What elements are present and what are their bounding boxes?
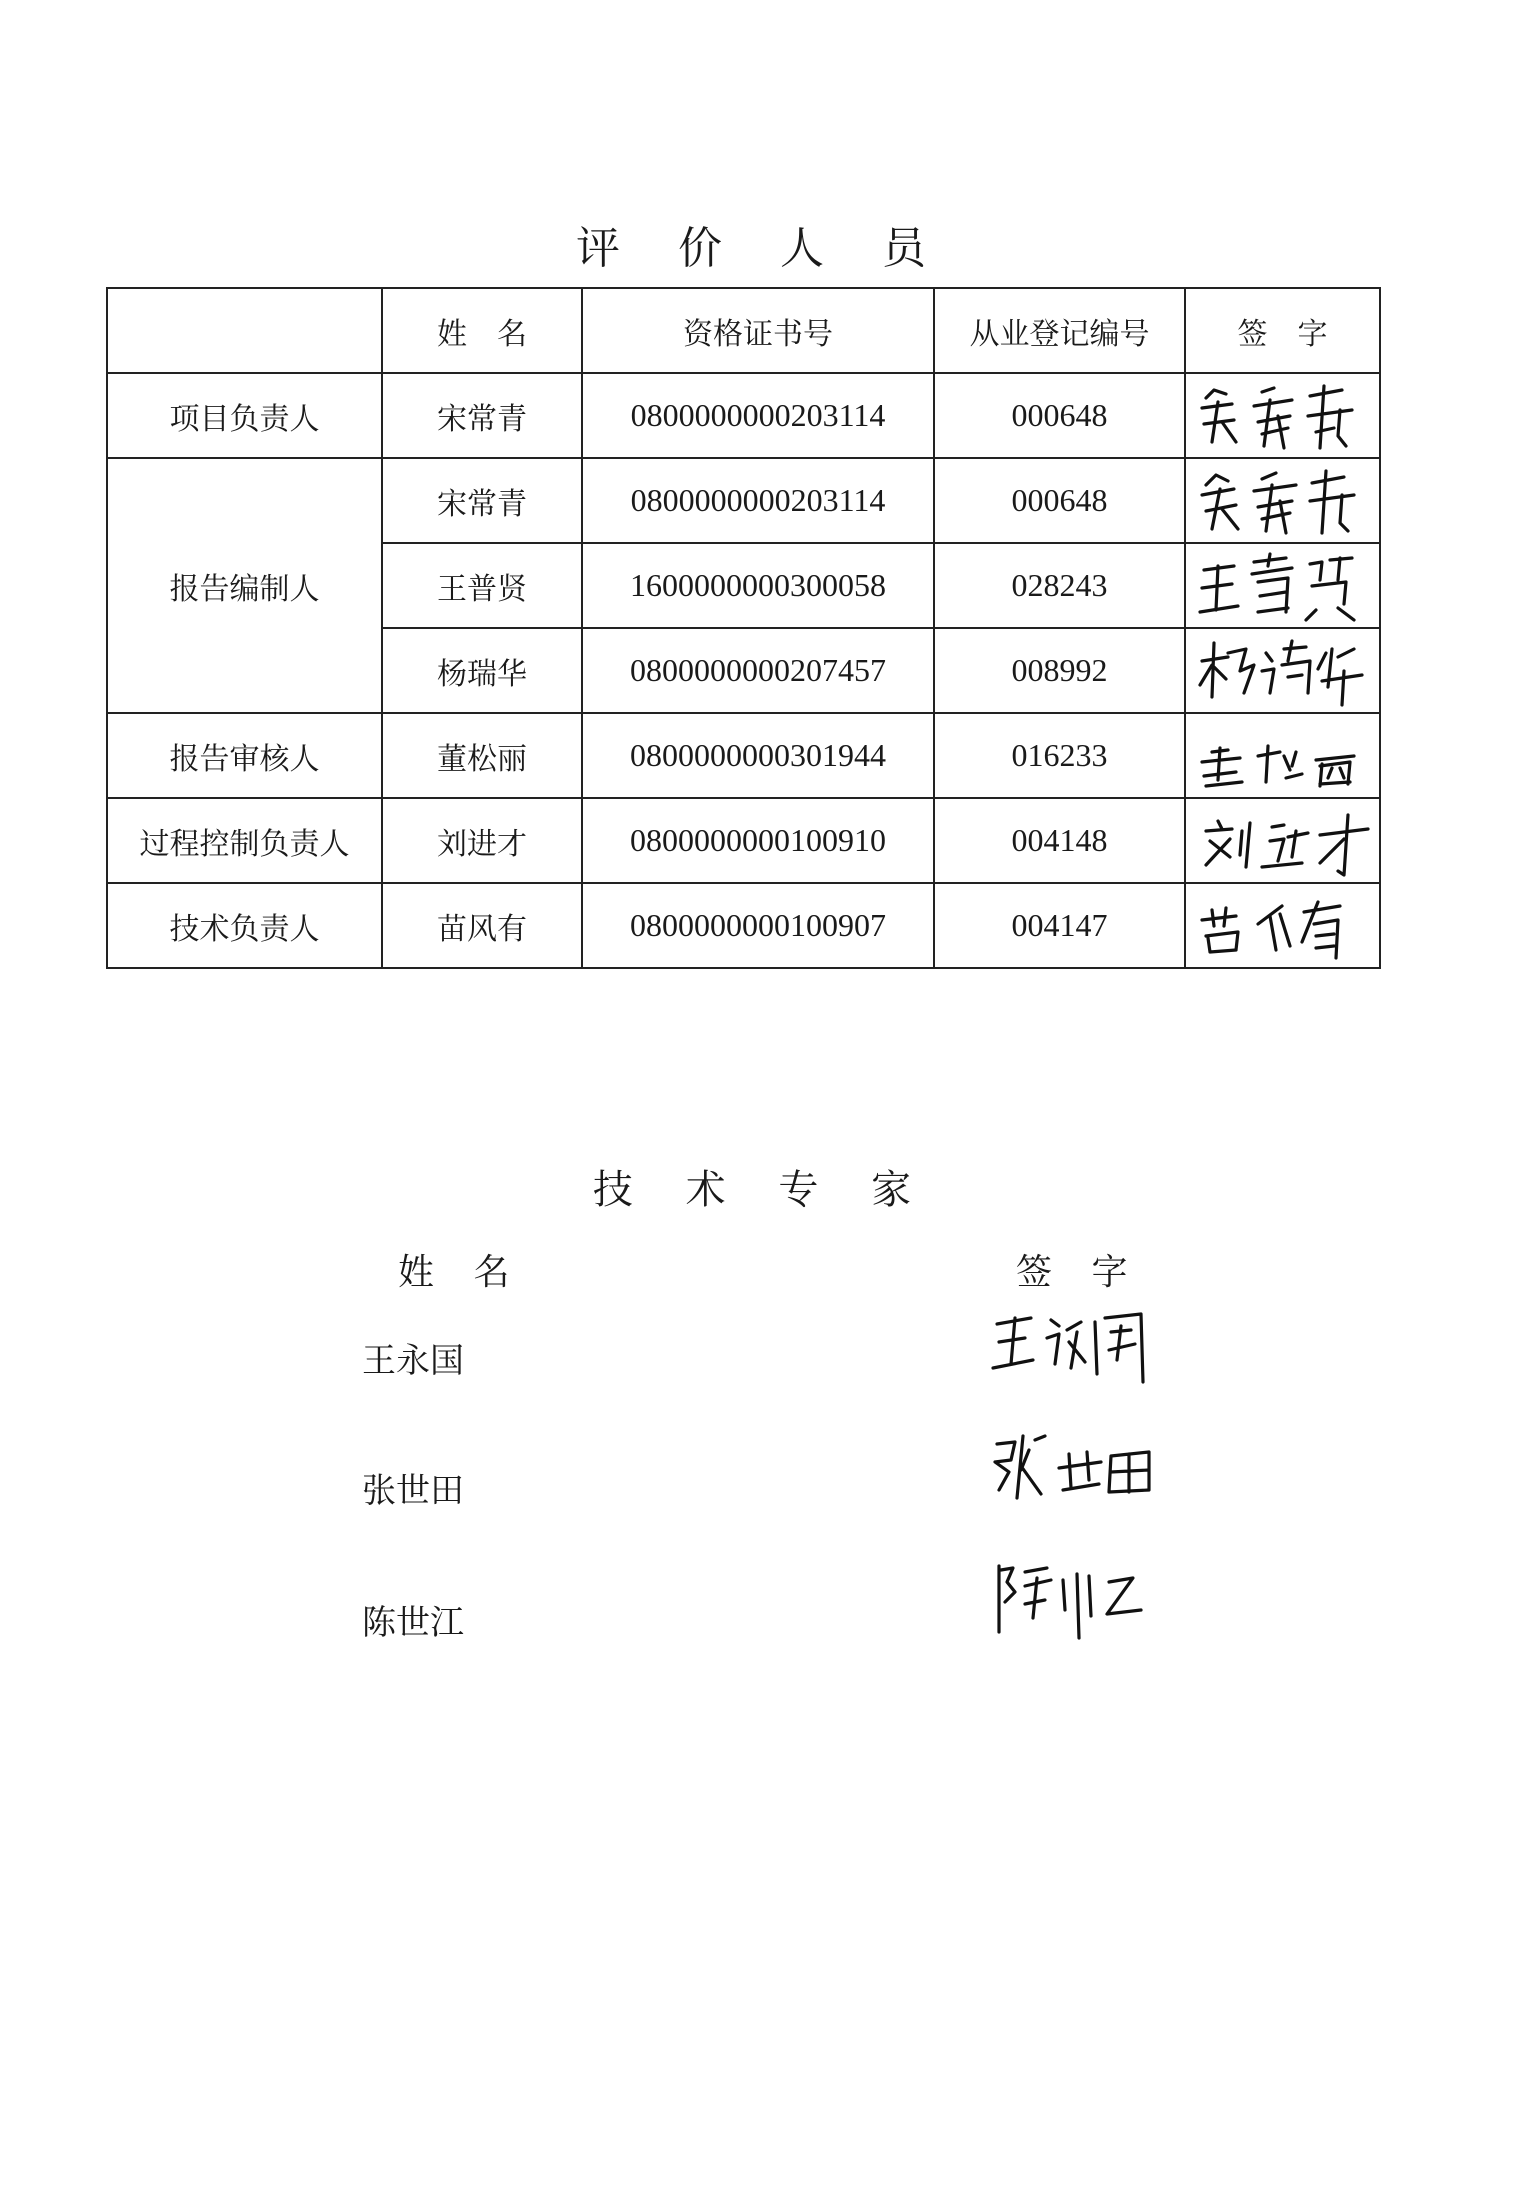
handwritten-signature [1192,546,1380,624]
role-cell: 报告编制人 [107,458,382,713]
signature-cell [1185,713,1380,798]
header-sign: 签 字 [1185,288,1380,373]
role-cell: 技术负责人 [107,883,382,968]
cert-cell: 0800000000207457 [582,628,934,713]
evaluator-table [106,287,1381,969]
name-cell: 王普贤 [382,543,582,628]
table-header-row [107,288,1380,373]
name-cell: 苗风有 [382,883,582,968]
signature-cell [1185,628,1380,713]
handwritten-signature [1192,376,1380,454]
handwritten-signature [1192,801,1380,879]
reg-cell: 004147 [934,883,1185,968]
handwritten-signature [1192,631,1380,709]
cert-cell: 1600000000300058 [582,543,934,628]
role-cell: 过程控制负责人 [107,798,382,883]
reg-cell: 000648 [934,373,1185,458]
expert-sign-header: 签 字 [1016,1252,1142,1293]
reg-cell: 008992 [934,628,1185,713]
handwritten-signature [1192,716,1380,794]
table-row [107,798,1380,883]
reg-cell: 028243 [934,543,1185,628]
reg-cell: 016233 [934,713,1185,798]
signature-cell [1185,373,1380,458]
name-cell: 刘进才 [382,798,582,883]
table-row [107,458,1380,543]
name-cell: 董松丽 [382,713,582,798]
cert-cell: 0800000000301944 [582,713,934,798]
signature-cell [1185,883,1380,968]
reg-cell: 000648 [934,458,1185,543]
expert-name: 王永国 [362,1341,464,1381]
reg-cell: 004148 [934,798,1185,883]
expert-name-header: 姓 名 [398,1252,524,1293]
header-cert: 资格证书号 [582,288,934,373]
role-cell: 项目负责人 [107,373,382,458]
handwritten-signature [1192,461,1380,539]
cert-cell: 0800000000100907 [582,883,934,968]
name-cell: 杨瑞华 [382,628,582,713]
handwritten-signature [985,1552,1185,1642]
section-title-experts: 技 术 专 家 [592,1167,932,1213]
header-blank [107,288,382,373]
name-cell: 宋常青 [382,458,582,543]
table-row [107,713,1380,798]
table-row [107,883,1380,968]
cert-cell: 0800000000203114 [582,373,934,458]
expert-name: 张世田 [362,1471,464,1511]
handwritten-signature [1192,886,1380,964]
header-reg: 从业登记编号 [934,288,1185,373]
handwritten-signature [985,1302,1185,1392]
table-row [107,373,1380,458]
signature-cell [1185,543,1380,628]
signature-cell [1185,798,1380,883]
name-cell: 宋常青 [382,373,582,458]
cert-cell: 0800000000203114 [582,458,934,543]
expert-name: 陈世江 [362,1603,464,1643]
role-cell: 报告审核人 [107,713,382,798]
handwritten-signature [985,1420,1185,1510]
header-name: 姓 名 [382,288,582,373]
section-title-evaluators: 评 价 人 员 [576,223,948,274]
signature-cell [1185,458,1380,543]
cert-cell: 0800000000100910 [582,798,934,883]
